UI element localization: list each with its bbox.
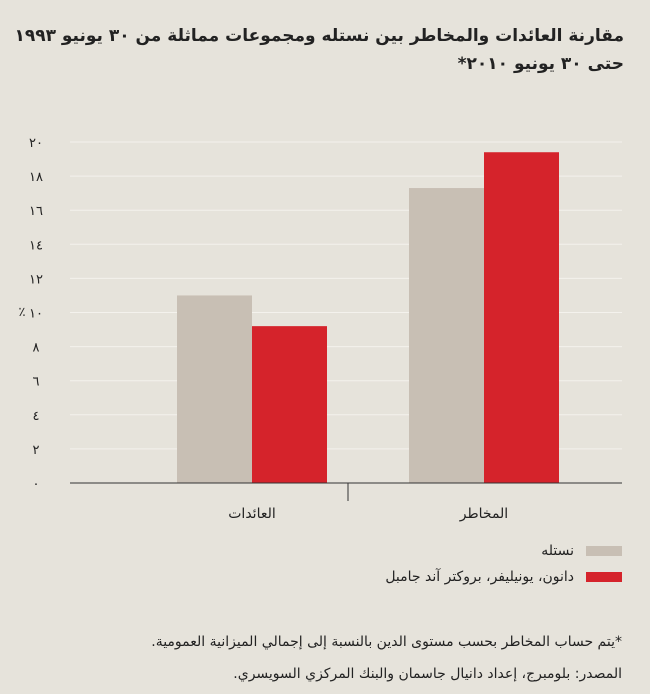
chart-title-line1: مقارنة العائدات والمخاطر بين نستله ومجموعات مماثلة من ٣٠ يونيو ١٩٩٣ xyxy=(14,26,624,46)
y-tick-label: ١٤ xyxy=(29,238,43,254)
footnote-source: المصدر: بلومبرج، إعداد دانيال جاسمان والبنك المركزي السويسري. xyxy=(233,666,622,682)
y-tick-label: ٨ xyxy=(32,340,40,356)
x-tick-label: العائدات xyxy=(228,506,276,522)
y-tick-label: ٠ xyxy=(32,477,40,492)
bar xyxy=(177,295,252,483)
legend-item-nestle xyxy=(385,538,622,564)
y-tick-label: ١٠ xyxy=(29,306,43,322)
chart-title-line2: حتى ٣٠ يونيو ٢٠١٠* xyxy=(457,54,624,74)
x-tick-label: المخاطر xyxy=(459,506,509,522)
legend-label-peers: دانون، يونيليفر، بروكتر آند جامبل xyxy=(385,569,574,585)
y-axis-label: ٪ xyxy=(18,305,26,320)
legend-swatch-nestle xyxy=(586,546,622,556)
y-tick-label: ٢٠ xyxy=(29,136,43,151)
y-tick-label: ٢ xyxy=(32,442,40,458)
footnote xyxy=(151,626,622,690)
legend-swatch-peers xyxy=(586,572,622,582)
legend xyxy=(385,538,622,590)
legend-item-peers xyxy=(385,564,622,590)
y-tick-label: ٤ xyxy=(32,408,40,424)
bar xyxy=(409,188,484,483)
footnote-note: *يتم حساب المخاطر بحسب مستوى الدين بالنسبة إلى إجمالي الميزانية العمومية. xyxy=(151,634,622,650)
y-tick-label: ٦ xyxy=(32,374,40,390)
y-tick-label: ١٨ xyxy=(29,170,43,186)
bar xyxy=(484,152,559,483)
y-tick-label: ١٦ xyxy=(29,204,43,220)
bar xyxy=(252,326,327,483)
legend-label-nestle: نستله xyxy=(541,543,574,559)
y-tick-label: ١٢ xyxy=(29,272,43,288)
